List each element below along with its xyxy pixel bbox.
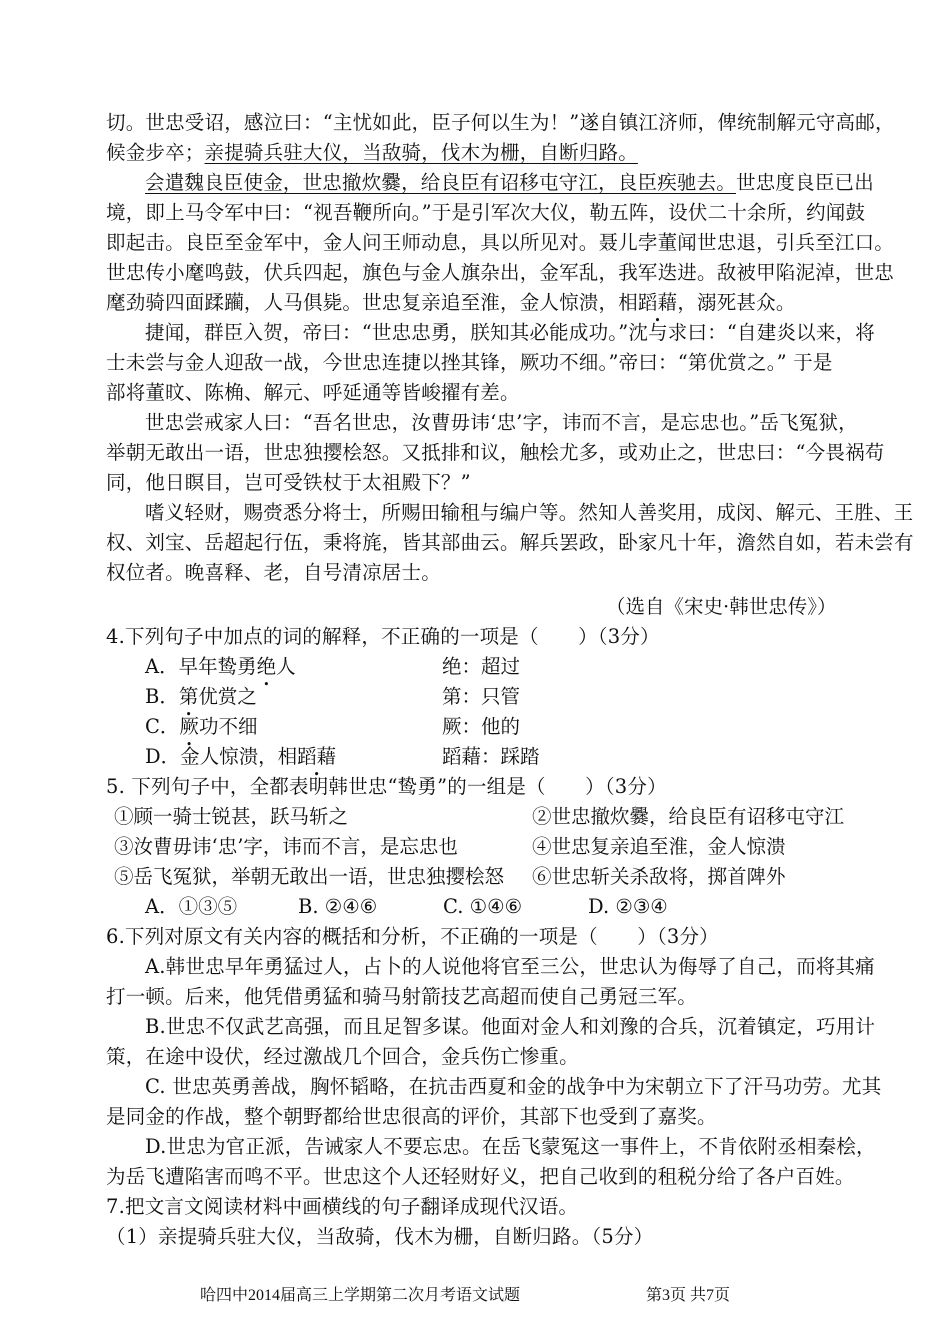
q5-item-4: ④世忠复亲追至淮，金人惊溃 — [532, 835, 786, 858]
q4-option-b — [145, 682, 257, 712]
q4-gloss-b: 第：只管 — [442, 685, 521, 708]
passage-line: 世忠传小麾鸣鼓，伏兵四起，旗色与金人旗杂出，金军乱，我军迭进。敌被甲陷泥淖，世忠 — [106, 261, 895, 284]
q5-item-1: ①顾一骑士锐甚，跃马斩之 — [114, 805, 349, 828]
q4-option-c — [145, 712, 257, 742]
underlined-sentence: 会遣魏良臣使金，世忠撤炊爨，给良臣有诏移屯守江，良臣疾驰去。 — [145, 171, 737, 194]
dotted-word: 蹈藉 — [637, 291, 678, 314]
passage-line — [106, 138, 856, 168]
q4-option-d — [145, 742, 336, 772]
footer-page-number: 第3页 共7页 — [646, 1287, 731, 1304]
q5-option-d: D. ②③④ — [588, 895, 668, 918]
q5-item-6: ⑥世忠斩关杀敌将，掷首陴外 — [532, 865, 786, 888]
q6-option-b: B.世忠不仅武艺高强，而且足智多谋。他面对金人和刘豫的合兵，沉着镇定，巧用计 — [145, 1015, 876, 1038]
passage-line: 举朝无敢出一语，世忠独撄桧怒。又抵排和议，触桧尤多，或劝止之，世忠曰：“今畏祸苟 — [106, 441, 885, 464]
q4-gloss-d: 蹈藉：踩踏 — [442, 745, 540, 768]
q5-item-3: ③汝曹毋讳‘忠’字，讳而不言，是忘忠也 — [114, 835, 458, 858]
passage-line: 部将董旼、陈桷、解元、呼延通等皆峻擢有差。 — [106, 381, 520, 404]
passage-line: 权位者。晚喜释、老，自号清凉居士。 — [106, 561, 441, 584]
q6-option-d: D.世忠为官正派，告诫家人不要忘忠。在岳飞蒙冤这一事件上，不肯依附丞相秦桧， — [145, 1135, 876, 1158]
option-text: 功不细 — [198, 715, 258, 738]
question-7-stem: 7.把文言文阅读材料中画横线的句子翻译成现代汉语。 — [106, 1195, 579, 1218]
footer-title: 哈四中2014届高三上学期第二次月考语文试题 — [200, 1287, 521, 1304]
q6-option-c-cont: 是同金的作战，整个朝野都给世忠很高的评价，其部下也受到了嘉奖。 — [106, 1105, 717, 1128]
q4-gloss-c: 厥：他的 — [442, 715, 521, 738]
option-text: C． — [145, 715, 180, 738]
q7-sentence-1: （1）亲提骑兵驻大仪，当敌骑，伐木为栅，自断归路。（5分） — [106, 1225, 654, 1248]
q4-gloss-a: 绝：超过 — [442, 655, 521, 678]
q6-option-d-cont: 为岳飞遭陷害而鸣不平。世忠这个人还轻财好义，把自己收到的租税分给了各户百姓。 — [106, 1165, 855, 1188]
q5-item-2: ②世忠撤炊爨，给良臣有诏移屯守江 — [532, 805, 845, 828]
passage-line: 士未尝与金人迎敌一战，今世忠连捷以挫其锋，厥功不细。”帝曰：“第优赏之。” 于是 — [106, 351, 833, 374]
dotted-word: 蹈藉 — [297, 745, 337, 768]
q6-option-b-cont: 策，在途中设伏，经过激战几个回合，金兵伤亡惨重。 — [106, 1045, 579, 1068]
dotted-word: 第 — [178, 685, 199, 708]
passage-text: ，溺死甚众。 — [677, 291, 796, 314]
q5-option-a: A．①③⑤ — [145, 895, 238, 918]
question-5-stem: 5. 下列句子中，全都表明韩世忠“鸷勇”的一组是（ ）（3分） — [106, 775, 667, 798]
passage-text: 世忠度良臣已出 — [736, 171, 874, 194]
passage-line: 境，即上马令军中曰：“视吾鞭所向。”于是引军次大仪，勒五阵，设伏二十余所，约闻鼓 — [106, 201, 866, 224]
passage-line: 嗜义轻财，赐赍悉分将士，所赐田输租与编户等。然知人善奖用，成闵、解元、王胜、王 — [145, 501, 914, 524]
passage-source: （选自《宋史·韩世忠传》） — [606, 595, 837, 618]
passage-line: 同，他日瞑目，岂可受铁杖于太祖殿下？” — [106, 471, 471, 494]
passage-line — [145, 168, 895, 198]
dotted-word: 厥 — [179, 715, 199, 738]
q6-option-c: C. 世忠英勇善战，胸怀韬略，在抗击西夏和金的战争中为宋朝立下了汗马功劳。尤其 — [145, 1075, 882, 1098]
question-6-stem: 6.下列对原文有关内容的概括和分析，不正确的一项是（ ）（3分） — [106, 925, 719, 948]
dotted-word: 绝 — [256, 655, 277, 678]
passage-text: 候金步卒； — [106, 141, 205, 164]
option-text: 优赏之 — [198, 685, 257, 708]
passage-line: 捷闻，群臣入贺，帝曰：“世忠忠勇，朕知其必能成功。”沈与求曰：“自建炎以来，将 — [145, 321, 875, 344]
passage-line — [106, 288, 856, 318]
option-text: A．早年鸷勇 — [145, 655, 257, 678]
passage-line: 切。世忠受诏，感泣曰：“主忧如此，臣子何以生为！”遂自镇江济师，俾统制解元守高邮， — [106, 111, 895, 134]
option-text: 人 — [276, 655, 296, 678]
passage-line: 即起击。良臣至金军中，金人问王师动息，具以所见对。聂儿孛董闻世忠退，引兵至江口。 — [106, 231, 895, 254]
q5-option-c: C. ①④⑥ — [443, 895, 523, 918]
q6-option-a: A.韩世忠早年勇猛过人，占卜的人说他将官至三公，世忠认为侮辱了自己，而将其痛 — [145, 955, 875, 978]
q5-item-5: ⑤岳飞冤狱，举朝无敢出一语，世忠独撄桧怒 — [114, 865, 505, 888]
q4-option-a — [145, 652, 296, 682]
question-4-stem: 4.下列句子中加点的词的解释，不正确的一项是（ ）（3分） — [106, 625, 660, 648]
q6-option-a-cont: 打一顿。后来，他凭借勇猛和骑马射箭技艺高超而使自己勇冠三军。 — [106, 985, 698, 1008]
q5-option-b: B. ②④⑥ — [298, 895, 378, 918]
passage-line: 世忠尝戒家人曰：“吾名世忠，汝曹毋讳‘忠’字，讳而不言，是忘忠也。”岳飞冤狱， — [145, 411, 858, 434]
passage-text: 麾劲骑四面蹂躏，人马俱毙。世忠复亲追至淮，金人惊溃，相 — [106, 291, 638, 314]
option-text: B． — [145, 685, 179, 708]
option-text: D．金人惊溃，相 — [145, 745, 298, 768]
passage-line: 权、刘宝、岳超起行伍，秉将旄，皆其部曲云。解兵罢政，卧家凡十年，澹然自如，若未尝有 — [106, 531, 914, 554]
underlined-sentence: 亲提骑兵驻大仪，当敌骑，伐木为栅，自断归路。 — [204, 141, 638, 164]
